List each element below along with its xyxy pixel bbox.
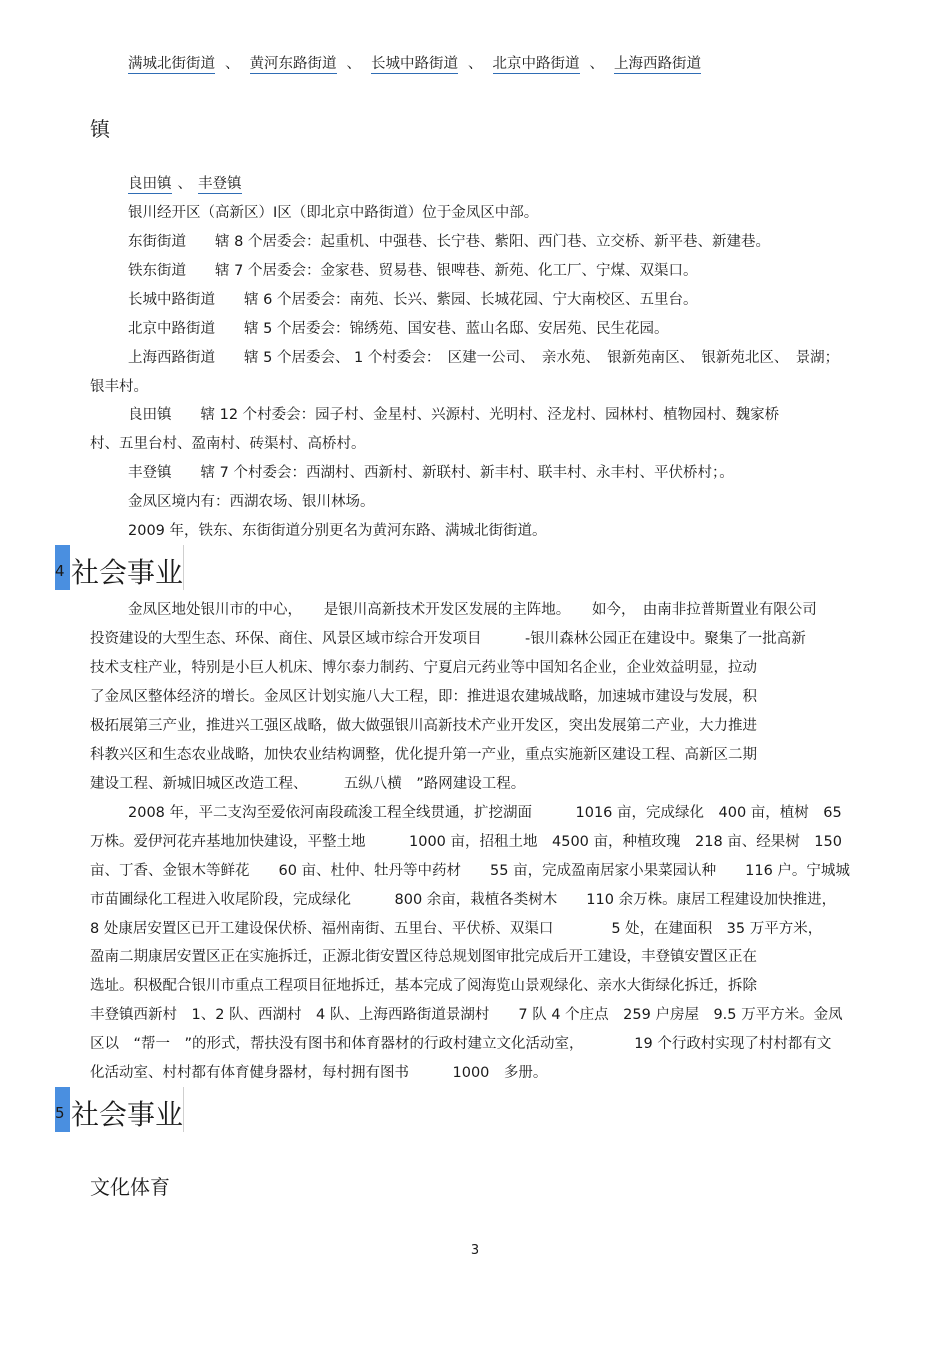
admin-line: 丰登镇 辖 7 个村委会：西湖村、西新村、新联村、新丰村、联丰村、永丰村、平伏桥村；。 — [128, 465, 734, 481]
admin-line: 2009 年，铁东、东街街道分别更名为黄河东路、满城北街街道。 — [128, 523, 547, 539]
body-line: 极拓展第三产业，推进兴工强区战略，做大做强银川高新技术产业开发区，突出发展第二产业，大力推进 — [90, 718, 757, 734]
admin-line: 银川经开区（高新区）Ⅰ区（即北京中路街道）位于金凤区中部。 — [128, 205, 539, 221]
body-line: 丰登镇西新村 1、2 队、西湖村 4 队、上海西路街道景湖村 7 队 4 个庄点 259 户房屋 9.5 万平方米。金凤 — [90, 1007, 843, 1023]
street-links-row — [128, 54, 701, 74]
body-line: 化活动室、村村都有体育健身器材，每村拥有图书 1000 多册。 — [90, 1065, 548, 1081]
admin-line: 东街街道 辖 8 个居委会：起重机、中强巷、长宁巷、紫阳、西门巷、立交桥、新平巷、新建巷。 — [128, 234, 770, 250]
section-5-title: 社会事业 — [71, 1098, 184, 1131]
admin-line: 良田镇 辖 12 个村委会：园子村、金星村、兴源村、光明村、泾龙村、园林村、植物园村、魏家桥 — [128, 407, 780, 423]
body-line: 科教兴区和生态农业战略，加快农业结构调整，优化提升第一产业，重点实施新区建设工程、高新区二期 — [90, 747, 757, 763]
street-link-3[interactable]: 长城中路街道 — [371, 56, 458, 72]
separator: 、 — [346, 56, 361, 72]
admin-line: 上海西路街道 辖 5 个居委会、 1 个村委会： 区建一公司、 亲水苑、 银新苑南区、 银新苑北区、 景湖； — [128, 350, 840, 366]
body-line: 市苗圃绿化工程进入收尾阶段，完成绿化 800 余亩，栽植各类树木 110 余万株。康居工程建设加快推进， — [90, 892, 837, 908]
body-line: 选址。积极配合银川市重点工程项目征地拆迁，基本完成了阅海览山景观绿化、亲水大街绿化拆迁，拆除 — [90, 978, 757, 994]
admin-line: 村、五里台村、盈南村、砖渠村、高桥村。 — [90, 436, 366, 452]
admin-line: 铁东街道 辖 7 个居委会：金家巷、贸易巷、银啤巷、新苑、化工厂、宁煤、双渠口。 — [128, 263, 698, 279]
street-link-1[interactable]: 满城北街街道 — [128, 56, 215, 72]
page-number: 3 — [470, 1243, 480, 1258]
separator: 、 — [589, 56, 604, 72]
separator: 、 — [468, 56, 483, 72]
separator: 、 — [225, 56, 240, 72]
body-line: 亩、丁香、金银木等鲜花 60 亩、杜仲、牡丹等中药材 55 亩，完成盈南居家小果菜园认种 116 户。宁城城 — [90, 863, 850, 879]
section-5-number: 5 — [55, 1104, 65, 1122]
body-line: 8 处康居安置区已开工建设保伏桥、福州南街、五里台、平伏桥、双渠口 5 处，在建面积 35 万平方米， — [90, 921, 823, 937]
admin-line: 金凤区境内有：西湖农场、银川林场。 — [128, 494, 375, 510]
street-link-4[interactable]: 北京中路街道 — [492, 56, 580, 72]
body-line: 金凤区地处银川市的中心， 是银川高新技术开发区发展的主阵地。 如今， 由南非拉普斯置业有限公司 — [128, 602, 817, 618]
town-heading: 镇 — [90, 117, 110, 141]
street-link-2[interactable]: 黄河东路街道 — [249, 56, 337, 72]
admin-line: 北京中路街道 辖 5 个居委会：锦绣苑、国安巷、蓝山名邸、安居苑、民生花园。 — [128, 321, 669, 337]
body-line: 区以 “帮一 ”的形式，帮扶没有图书和体育器材的行政村建立文化活动室， 19 个行政村实现了村村都有文 — [90, 1036, 832, 1052]
admin-line: 银丰村。 — [90, 379, 148, 395]
admin-line: 长城中路街道 辖 6 个居委会：南苑、长兴、紫园、长城花园、宁大南校区、五里台。 — [128, 292, 698, 308]
body-line: 技术支柱产业，特别是小巨人机床、博尔泰力制药、宁夏启元药业等中国知名企业，企业效益明显，拉动 — [90, 660, 757, 676]
section-4-title: 社会事业 — [71, 556, 184, 589]
body-line: 万株。爱伊河花卉基地加快建设，平整土地 1000 亩，招租土地 4500 亩，种植玫瑰 218 亩、经果树 150 — [90, 834, 842, 850]
separator: 、 — [177, 176, 192, 192]
body-line: 建设工程、新城旧城区改造工程、 五纵八横 ”路网建设工程。 — [90, 776, 526, 792]
town-links-row — [128, 174, 242, 194]
subheading: 文化体育 — [90, 1175, 170, 1199]
body-line: 2008 年，平二支沟至爱依河南段疏浚工程全线贯通，扩挖湖面 1016 亩，完成绿化 400 亩，植树 65 — [128, 805, 842, 821]
street-link-5[interactable]: 上海西路街道 — [614, 56, 701, 72]
body-line: 盈南二期康居安置区正在实施拆迁，正源北街安置区待总规划图审批完成后开工建设，丰登镇安置区正在 — [90, 949, 757, 965]
body-line: 了金凤区整体经济的增长。金凤区计划实施八大工程，即：推进退农建城战略，加速城市建设与发展，积 — [90, 689, 757, 705]
town-link-2[interactable]: 丰登镇 — [198, 176, 242, 192]
section-5-divider — [183, 1087, 184, 1132]
body-line: 投资建设的大型生态、环保、商住、风景区域市综合开发项目 -银川森林公园正在建设中。聚集了一批高新 — [90, 631, 806, 647]
section-4-number: 4 — [55, 562, 65, 580]
section-4-divider — [183, 545, 184, 590]
town-link-1[interactable]: 良田镇 — [128, 176, 172, 192]
